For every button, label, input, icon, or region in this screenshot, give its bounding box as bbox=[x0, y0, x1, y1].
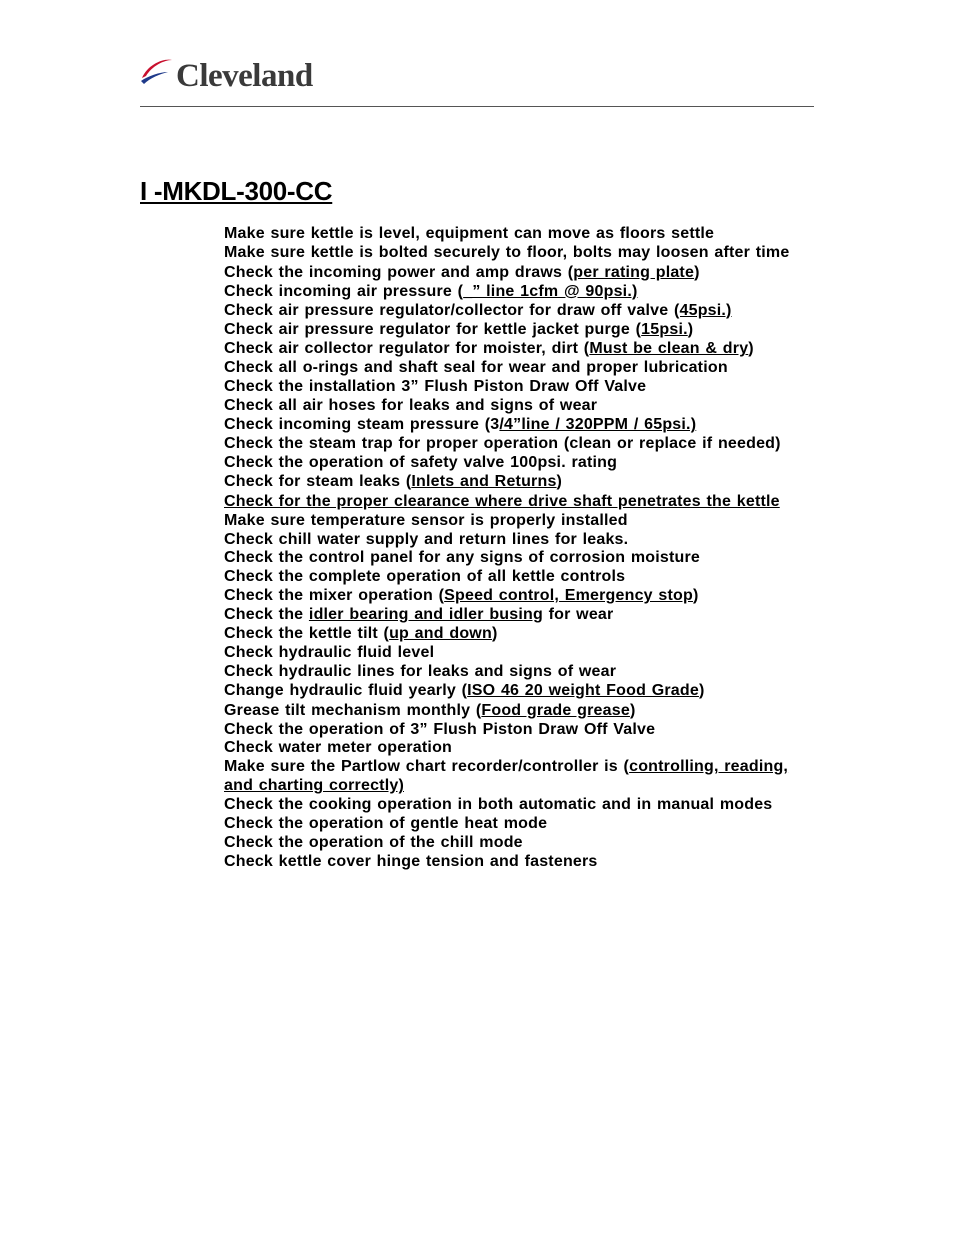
brand-name: Cleveland bbox=[176, 58, 313, 94]
item-text: Check the mixer operation ( bbox=[224, 587, 445, 605]
list-item bbox=[224, 378, 820, 397]
item-text: Check air pressure regulator/collector for draw off valve bbox=[224, 301, 674, 319]
item-text: ) bbox=[556, 472, 563, 490]
item-text: Make sure kettle is level, equipment can move as floors settle bbox=[224, 225, 715, 242]
list-item bbox=[224, 473, 820, 492]
item-text: Check the complete operation of all kettle controls bbox=[224, 568, 626, 586]
list-item bbox=[224, 283, 820, 302]
item-text: Check the operation of 3” Flush Piston Draw Off Valve bbox=[224, 720, 656, 738]
list-item bbox=[224, 663, 820, 682]
item-text: Check the operation of the chill mode bbox=[224, 834, 523, 851]
item-text: ) bbox=[698, 681, 705, 699]
item-text: ) bbox=[694, 263, 700, 281]
list-item bbox=[224, 359, 820, 378]
item-text: Grease tilt mechanism monthly ( bbox=[224, 701, 482, 719]
item-text: ) bbox=[748, 340, 754, 358]
list-item bbox=[224, 606, 820, 625]
item-text: Check the installation 3” Flush Piston Draw Off Valve bbox=[224, 378, 647, 396]
list-item bbox=[224, 739, 820, 758]
list-item bbox=[224, 758, 820, 796]
item-text: Check for steam leaks ( bbox=[224, 472, 412, 490]
underlined-text: controlling, reading, and charting correctly) bbox=[224, 758, 789, 795]
underlined-text: ISO 46 20 weight Food Grade bbox=[467, 681, 699, 699]
item-text: Check all o-rings and shaft seal for wear and proper lubrication bbox=[224, 359, 728, 377]
item-text: Check the bbox=[224, 606, 309, 624]
item-text: Check the cooking operation in both automatic and in manual modes bbox=[224, 796, 773, 814]
list-item bbox=[224, 702, 820, 721]
list-item bbox=[224, 853, 820, 872]
underlined-text: Food grade grease bbox=[481, 701, 630, 719]
list-item bbox=[224, 225, 820, 244]
item-text: ) bbox=[629, 701, 636, 719]
list-item bbox=[224, 834, 820, 853]
list-item bbox=[224, 682, 820, 701]
list-item bbox=[224, 302, 820, 321]
item-text: ) bbox=[692, 587, 699, 605]
item-text: Check air collector regulator for moister, dirt ( bbox=[224, 340, 590, 358]
item-text: Check the steam trap for proper operation (clean or replace if needed) bbox=[224, 434, 781, 452]
list-item bbox=[224, 549, 820, 568]
cleveland-logo bbox=[138, 54, 328, 98]
page-title: I -MKDL-300-CC bbox=[140, 176, 333, 206]
list-item bbox=[224, 264, 820, 283]
item-text: Check the control panel for any signs of corrosion moisture bbox=[224, 549, 700, 567]
item-text: Change hydraulic fluid yearly ( bbox=[224, 681, 468, 699]
item-text: Check air pressure regulator for kettle jacket purge ( bbox=[224, 320, 642, 338]
underlined-text: Speed control, Emergency stop bbox=[444, 587, 693, 605]
underlined-text: (45psi.) bbox=[673, 301, 732, 319]
header-divider bbox=[140, 106, 814, 107]
item-text: Check incoming steam pressure (3 bbox=[224, 416, 500, 434]
checklist bbox=[224, 225, 820, 872]
item-text: Check chill water supply and return lines for leaks. bbox=[224, 530, 629, 548]
list-item bbox=[224, 721, 820, 740]
item-text: Make sure temperature sensor is properly installed bbox=[224, 511, 628, 529]
underlined-text: _” line 1cfm @ 90psi.) bbox=[463, 282, 638, 300]
list-item bbox=[224, 644, 820, 663]
underlined-text: Must be clean & dry bbox=[589, 340, 749, 358]
list-item bbox=[224, 796, 820, 815]
list-item bbox=[224, 340, 820, 359]
underlined-text: /4”line / 320PPM / 65psi.) bbox=[499, 416, 697, 434]
item-text: ) bbox=[687, 320, 694, 338]
list-item bbox=[224, 568, 820, 587]
underlined-text: Check for the proper clearance where drive shaft penetrates the kettle bbox=[224, 492, 780, 510]
list-item bbox=[224, 587, 820, 606]
item-text: for wear bbox=[542, 606, 614, 624]
underlined-text: per rating plate bbox=[573, 263, 695, 281]
swoosh-icon bbox=[138, 54, 178, 94]
underlined-text: idler bearing and idler busing bbox=[308, 606, 543, 624]
item-text: Check all air hoses for leaks and signs of wear bbox=[224, 397, 598, 415]
item-text: Check hydraulic fluid level bbox=[224, 643, 435, 661]
item-text: Check incoming air pressure ( bbox=[224, 282, 464, 300]
list-item bbox=[224, 321, 820, 340]
item-text: Check the kettle tilt ( bbox=[224, 625, 390, 643]
list-item bbox=[224, 244, 820, 263]
item-text: Make sure kettle is bolted securely to floor, bolts may loosen after time bbox=[224, 243, 790, 261]
item-text: Check the operation of gentle heat mode bbox=[224, 815, 548, 833]
list-item bbox=[224, 416, 820, 435]
list-item bbox=[224, 625, 820, 644]
list-item bbox=[224, 493, 820, 512]
list-item bbox=[224, 454, 820, 473]
underlined-text: 15psi. bbox=[641, 320, 688, 338]
item-text: Check water meter operation bbox=[224, 739, 453, 757]
item-text: Check hydraulic lines for leaks and signs of wear bbox=[224, 662, 617, 680]
underlined-text: Inlets and Returns bbox=[411, 472, 557, 490]
item-text: Check the operation of safety valve 100psi. rating bbox=[224, 453, 618, 471]
list-item bbox=[224, 435, 820, 454]
list-item bbox=[224, 397, 820, 416]
item-text: Check kettle cover hinge tension and fasteners bbox=[224, 852, 598, 870]
list-item bbox=[224, 815, 820, 834]
underlined-text: up and down bbox=[389, 625, 492, 643]
list-item bbox=[224, 531, 820, 550]
list-item bbox=[224, 512, 820, 531]
item-text: ) bbox=[491, 625, 498, 643]
item-text: Make sure the Partlow chart recorder/controller is ( bbox=[224, 758, 630, 776]
item-text: Check the incoming power and amp draws ( bbox=[224, 263, 574, 281]
